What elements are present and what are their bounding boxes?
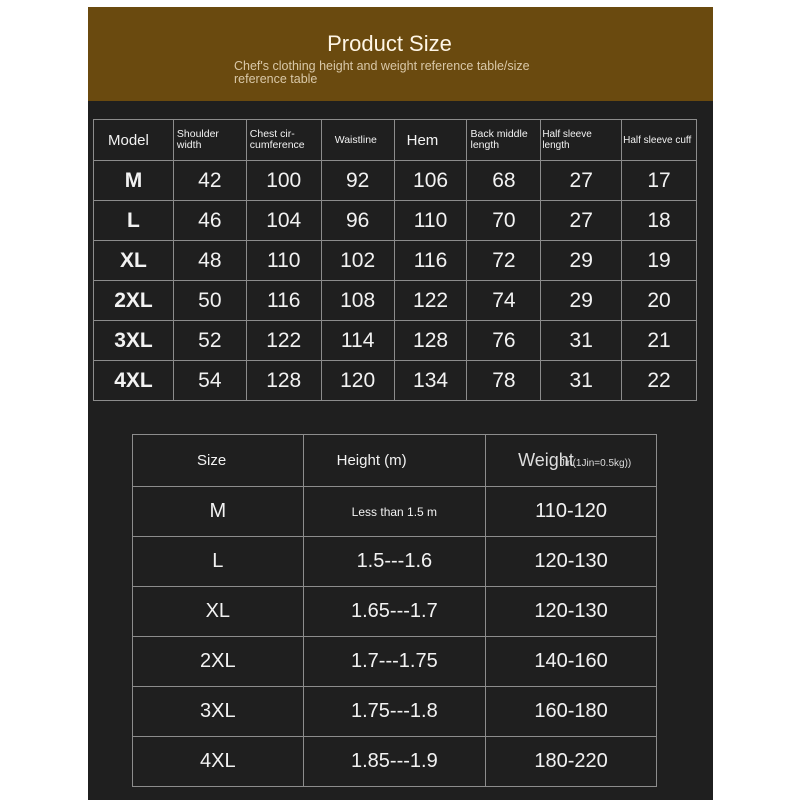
table-cell: 48 — [173, 241, 246, 281]
table-cell: 20 — [622, 281, 697, 321]
table-cell: 106 — [394, 161, 467, 201]
table-cell: 110-120 — [486, 487, 657, 537]
header-cell — [486, 435, 657, 487]
table-row — [133, 587, 657, 637]
table-cell: 102 — [321, 241, 394, 281]
table-cell: 27 — [541, 161, 622, 201]
table-row — [133, 487, 657, 537]
size-cell: 3XL — [94, 321, 174, 361]
table-cell: 1.7---1.75 — [303, 637, 485, 687]
height-weight-table — [132, 434, 657, 787]
size-cell: M — [94, 161, 174, 201]
table-cell: 72 — [467, 241, 541, 281]
table-row — [94, 321, 697, 361]
table-cell: 74 — [467, 281, 541, 321]
header-cell: Chest cir-cumference — [246, 120, 321, 161]
table-cell: 128 — [394, 321, 467, 361]
table-cell: 29 — [541, 241, 622, 281]
size-measurement-table — [93, 119, 697, 401]
table-cell: 122 — [394, 281, 467, 321]
table-cell: 1.5---1.6 — [303, 537, 485, 587]
table-row — [94, 201, 697, 241]
table-cell: 116 — [394, 241, 467, 281]
table-cell: 17 — [622, 161, 697, 201]
header-cell: Size — [133, 435, 304, 487]
table-cell: 110 — [394, 201, 467, 241]
table-cell: 140-160 — [486, 637, 657, 687]
size-cell: 2XL — [133, 637, 304, 687]
table-cell: 18 — [622, 201, 697, 241]
table-cell: 120-130 — [486, 587, 657, 637]
table-row — [133, 637, 657, 687]
header-cell: Model — [94, 120, 174, 161]
table-cell: 114 — [321, 321, 394, 361]
page-title: Product Size — [327, 31, 452, 56]
table-cell: 1.75---1.8 — [303, 687, 485, 737]
size-cell: 3XL — [133, 687, 304, 737]
table-cell: 108 — [321, 281, 394, 321]
table-cell: 78 — [467, 361, 541, 401]
header-cell: Back middle length — [467, 120, 541, 161]
table-cell: 19 — [622, 241, 697, 281]
header-cell: Half sleeve length — [541, 120, 622, 161]
table-cell: 1.85---1.9 — [303, 737, 485, 787]
header-cell: Height (m) — [303, 435, 485, 487]
table-header-row — [94, 120, 697, 161]
size-cell: M — [133, 487, 304, 537]
table-cell: 110 — [246, 241, 321, 281]
header-banner — [88, 7, 713, 101]
table-header-row — [133, 435, 657, 487]
table-row — [133, 537, 657, 587]
table-cell: 50 — [173, 281, 246, 321]
table-cell: 27 — [541, 201, 622, 241]
table-cell: 128 — [246, 361, 321, 401]
table-cell: 160-180 — [486, 687, 657, 737]
table-cell: 54 — [173, 361, 246, 401]
table-cell: 92 — [321, 161, 394, 201]
header-cell: Shoulder width — [173, 120, 246, 161]
table-cell: 31 — [541, 361, 622, 401]
table-row — [133, 737, 657, 787]
size-cell: XL — [94, 241, 174, 281]
table-row — [94, 361, 697, 401]
header-cell: Hem — [394, 120, 467, 161]
table-cell: 1.65---1.7 — [303, 587, 485, 637]
size-cell: L — [133, 537, 304, 587]
size-cell: L — [94, 201, 174, 241]
table-cell: Less than 1.5 m — [303, 487, 485, 537]
table-cell: 46 — [173, 201, 246, 241]
table-row — [94, 281, 697, 321]
table-cell: 116 — [246, 281, 321, 321]
table-cell: 52 — [173, 321, 246, 361]
table-cell: 134 — [394, 361, 467, 401]
weight-header-label: Weight — [518, 450, 574, 470]
table-row — [133, 687, 657, 737]
table-cell: 120 — [321, 361, 394, 401]
table-row — [94, 241, 697, 281]
table-cell: 21 — [622, 321, 697, 361]
table-cell: 104 — [246, 201, 321, 241]
size-cell: 4XL — [94, 361, 174, 401]
table-cell: 100 — [246, 161, 321, 201]
table-row — [94, 161, 697, 201]
page-subtitle: Chef's clothing height and weight reference table/size reference table — [234, 59, 530, 86]
header-cell: Half sleeve cuff — [622, 120, 697, 161]
table-cell: 22 — [622, 361, 697, 401]
header-cell: Waistline — [321, 120, 394, 161]
table-cell: 70 — [467, 201, 541, 241]
table-cell: 29 — [541, 281, 622, 321]
table-cell: 68 — [467, 161, 541, 201]
table-cell: 180-220 — [486, 737, 657, 787]
size-cell: 2XL — [94, 281, 174, 321]
table-cell: 76 — [467, 321, 541, 361]
table-cell: 120-130 — [486, 537, 657, 587]
table-cell: 42 — [173, 161, 246, 201]
table-cell: 122 — [246, 321, 321, 361]
weight-unit-note: Jin(1Jin=0.5kg)) — [559, 458, 632, 469]
table-cell: 96 — [321, 201, 394, 241]
table-cell: 31 — [541, 321, 622, 361]
size-cell: 4XL — [133, 737, 304, 787]
size-cell: XL — [133, 587, 304, 637]
